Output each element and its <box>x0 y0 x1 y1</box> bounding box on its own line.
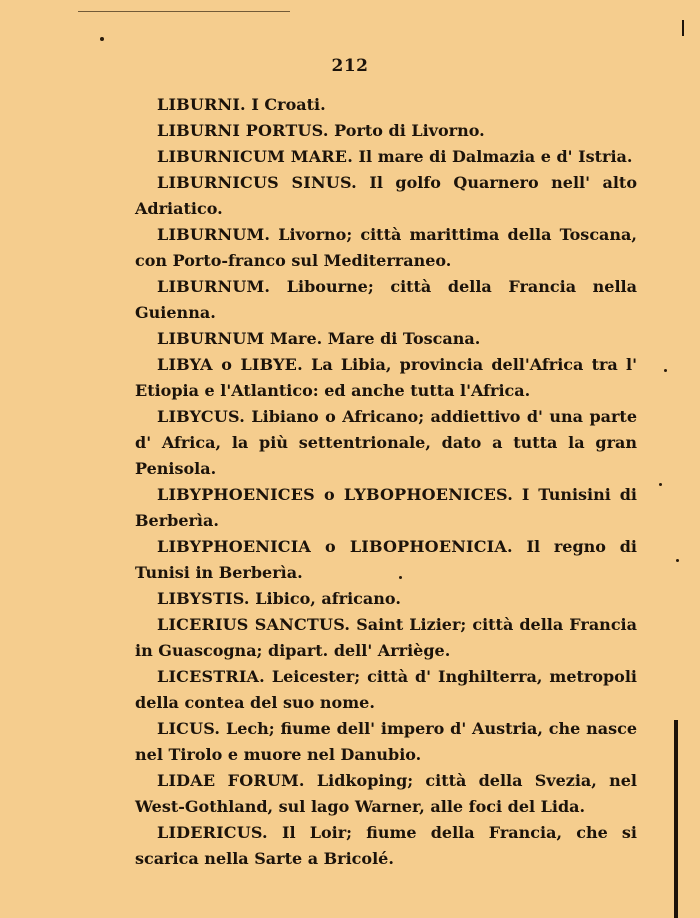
entry-headword: LICESTRIA. <box>157 667 265 686</box>
entry-definition: Il golfo Quarnero nell' alto Adriatico. <box>135 173 637 218</box>
entry-definition: Il regno di Tunisi in Berberìa. <box>135 537 637 582</box>
entry-headword: LICERIUS SANCTUS. <box>157 615 351 634</box>
ink-speck <box>676 559 679 562</box>
entry-headword: LICUS. <box>157 719 221 738</box>
entry-definition: I Tunisini di Berberìa. <box>135 485 637 530</box>
entry-definition: Il Loir; fiume della Francia, che si scarica nella Sarte a Bricolé. <box>135 823 637 868</box>
page-edge-mark <box>674 720 678 918</box>
entry-headword: LIBURNI. <box>157 95 246 114</box>
dictionary-entry <box>135 664 637 716</box>
dictionary-entry <box>135 404 637 482</box>
entry-headword: LIBYPHOENICIA o LIBOPHOENICIA. <box>157 537 513 556</box>
dictionary-entries <box>135 92 637 872</box>
entry-headword: LIBURNUM. <box>157 225 271 244</box>
dictionary-entry <box>135 274 637 326</box>
dictionary-entry <box>135 144 637 170</box>
dictionary-entry <box>135 716 637 768</box>
entry-headword: LIBURNICUM MARE. <box>157 147 353 166</box>
entry-definition: Lidkoping; città della Svezia, nel West-Gothland, sul lago Warner, alle foci del Lida. <box>135 771 637 816</box>
dictionary-entry <box>135 326 637 352</box>
entry-headword: LIBURNI PORTUS. <box>157 121 329 140</box>
entry-definition: La Libia, provincia dell'Africa tra l' Etiopia e l'Atlantico: ed anche tutta l'Africa. <box>135 355 637 400</box>
dictionary-entry <box>135 586 637 612</box>
entry-definition: Porto di Livorno. <box>328 121 485 140</box>
dictionary-entry <box>135 534 637 586</box>
dictionary-entry <box>135 352 637 404</box>
dictionary-entry <box>135 170 637 222</box>
entry-definition: Mare. Mare di Toscana. <box>264 329 481 348</box>
entry-headword: LIBYA o LIBYE. <box>157 355 303 374</box>
dictionary-entry <box>135 820 637 872</box>
page-edge-mark <box>682 20 684 36</box>
ink-speck <box>664 369 667 372</box>
entry-definition: Libourne; città della Francia nella Guienna. <box>135 277 637 322</box>
entry-headword: LIDAE FORUM. <box>157 771 305 790</box>
top-rule <box>78 11 290 12</box>
entry-definition: Livorno; città marittima della Toscana, con Porto-franco sul Mediterraneo. <box>135 225 637 270</box>
entry-definition: Il mare di Dalmazia e d' Istria. <box>352 147 633 166</box>
entry-headword: LIBURNUM. <box>157 277 271 296</box>
entry-definition: Libiano o Africano; addiettivo d' una parte d' Africa, la più settentrionale, dato a tutta la gran Penisola. <box>135 407 637 478</box>
dictionary-entry <box>135 768 637 820</box>
entry-headword: LIDERICUS. <box>157 823 268 842</box>
entry-definition: Saint Lizier; città della Francia in Guascogna; dipart. dell' Arriège. <box>135 615 638 660</box>
entry-headword: LIBURNUM <box>157 329 265 348</box>
entry-definition: Leicester; città d' Inghilterra, metropoli della contea del suo nome. <box>135 667 637 712</box>
entry-headword: LIBYSTIS. <box>157 589 250 608</box>
dictionary-entry <box>135 482 637 534</box>
dictionary-entry <box>135 612 637 664</box>
entry-definition: Libico, africano. <box>249 589 401 608</box>
entry-definition: Lech; fiume dell' impero d' Austria, che nasce nel Tirolo e muore nel Danubio. <box>135 719 637 764</box>
entry-headword: LIBYPHOENICES o LYBOPHOENICES. <box>157 485 513 504</box>
ink-speck <box>659 483 662 486</box>
ink-speck <box>100 37 104 41</box>
entry-headword: LIBYCUS. <box>157 407 245 426</box>
page-number: 212 <box>331 56 369 76</box>
entry-headword: LIBURNICUS SINUS. <box>157 173 357 192</box>
entry-definition: I Croati. <box>245 95 326 114</box>
dictionary-entry <box>135 92 637 118</box>
dictionary-entry <box>135 222 637 274</box>
dictionary-entry <box>135 118 637 144</box>
